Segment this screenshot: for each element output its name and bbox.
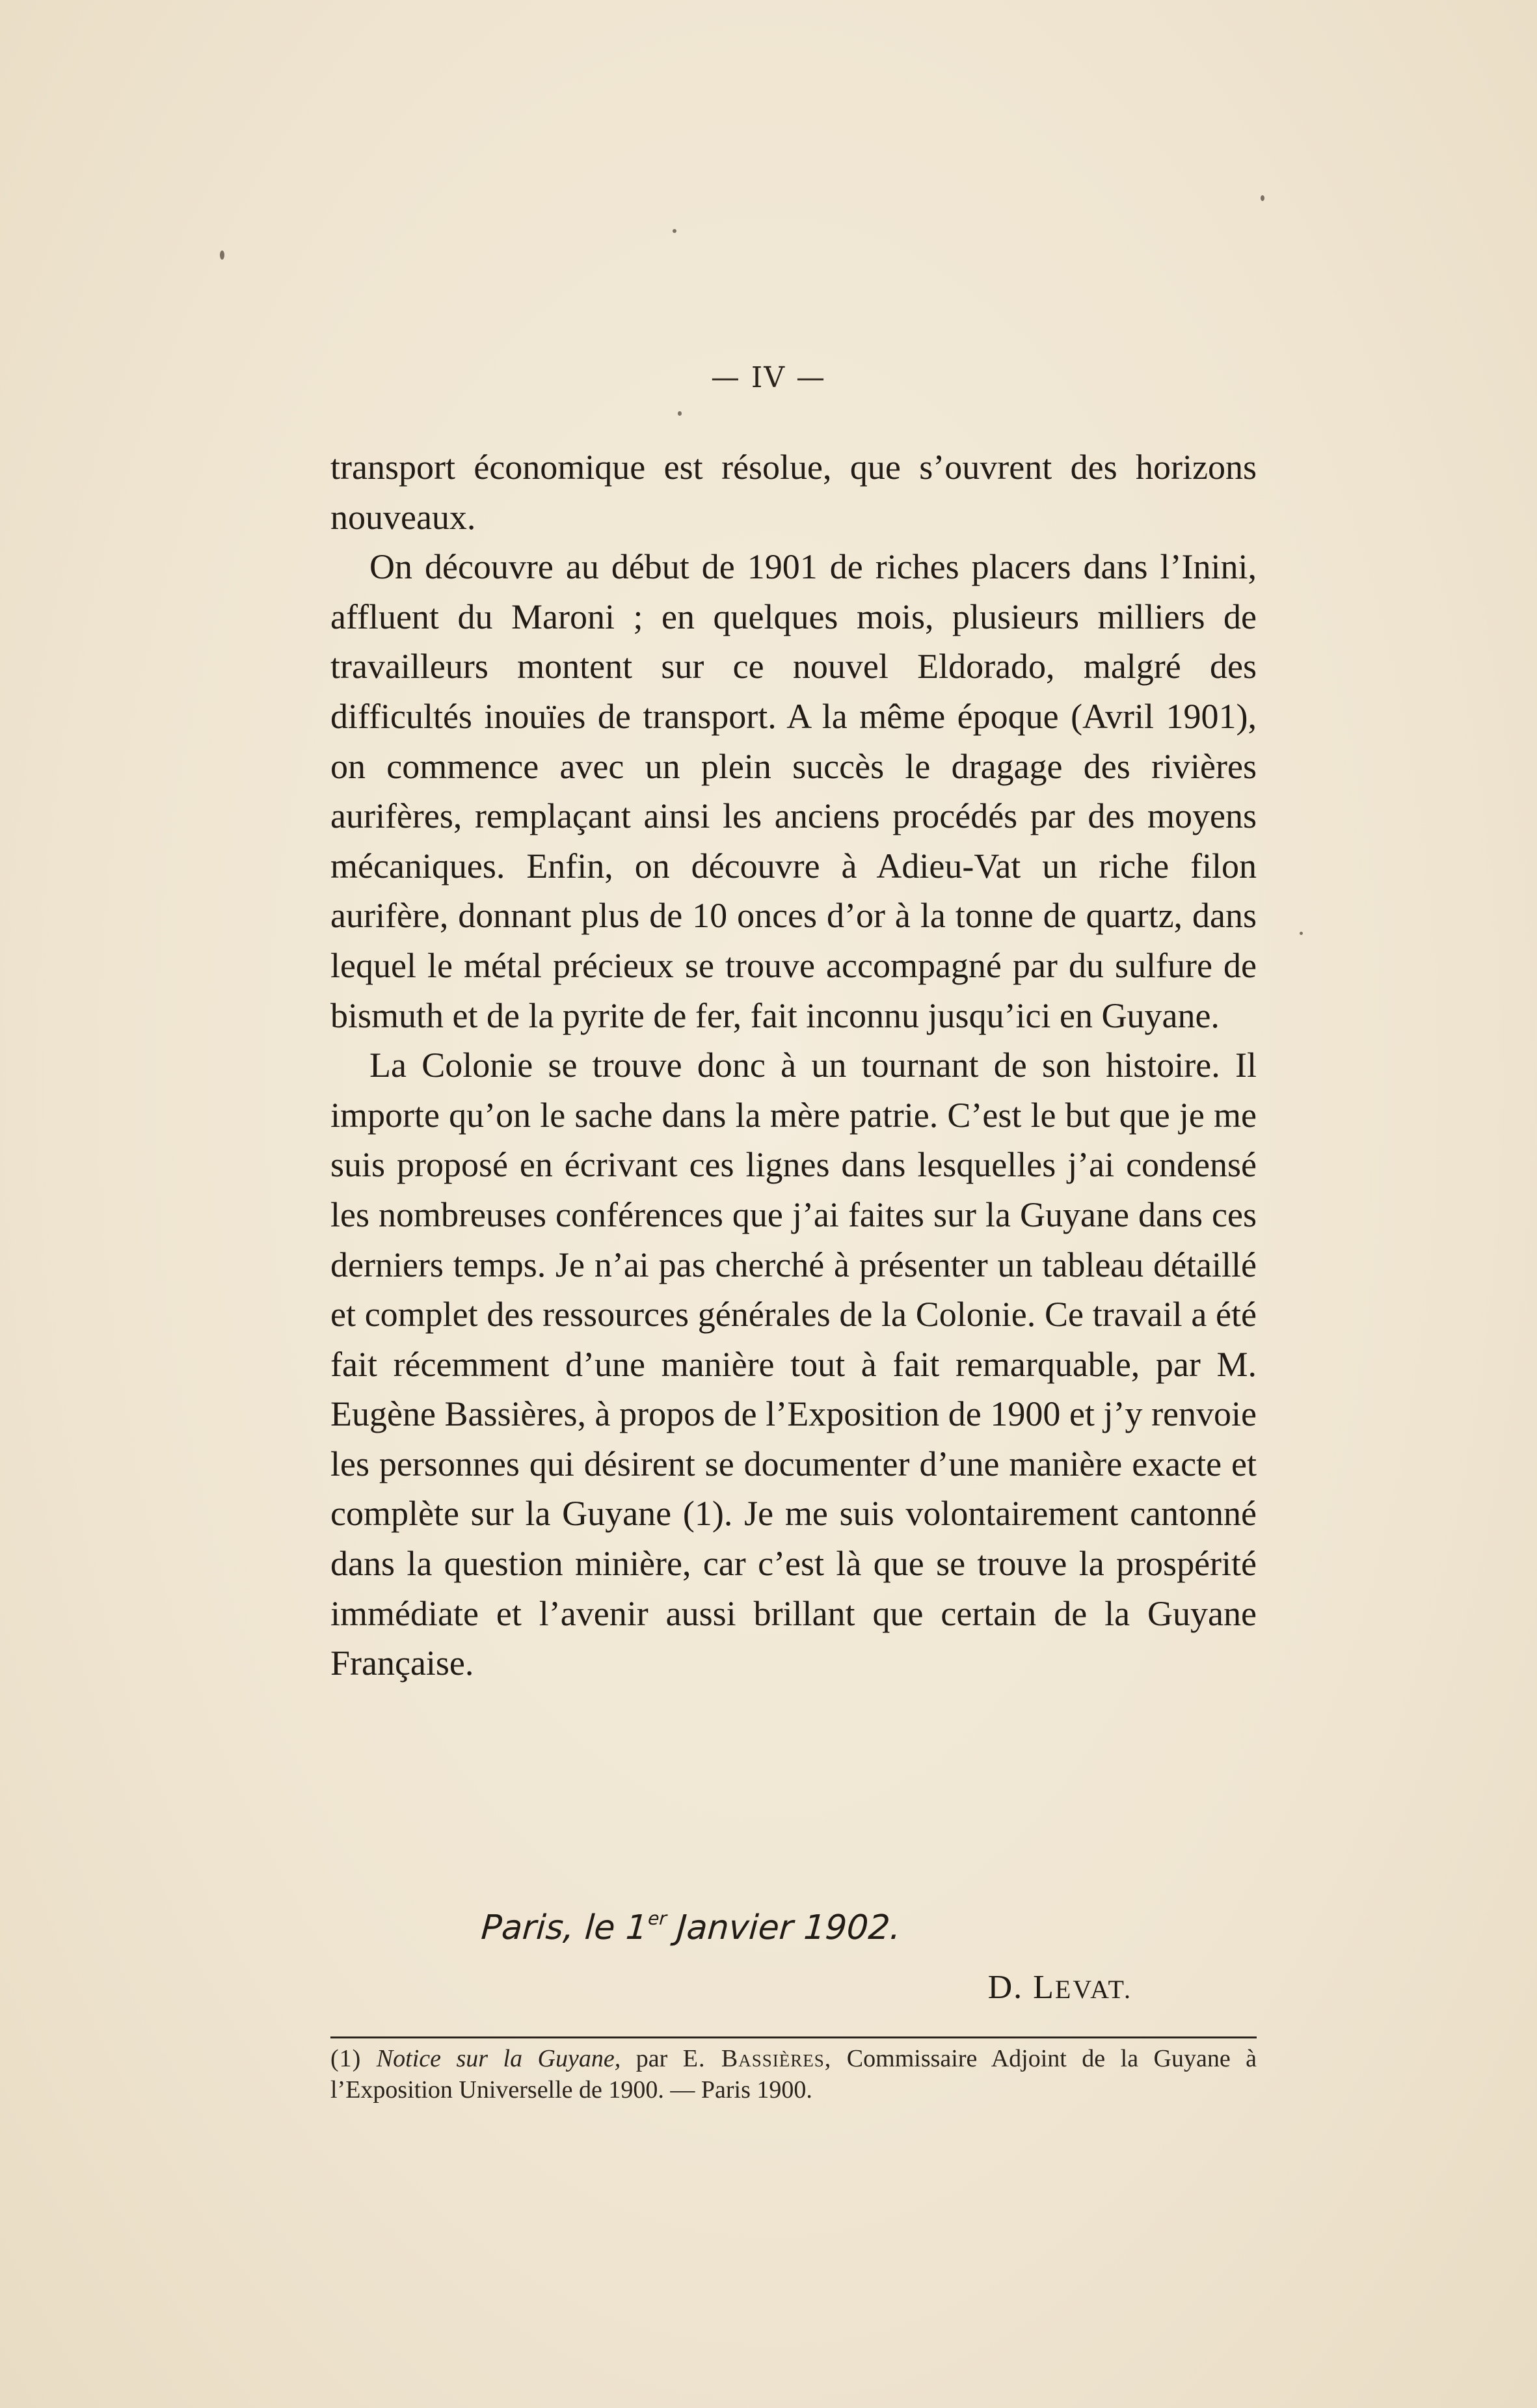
signature-surname: EVAT. bbox=[1054, 1975, 1132, 2004]
paper-speck bbox=[673, 229, 676, 233]
dateline bbox=[480, 1908, 902, 1947]
body-text bbox=[330, 442, 1257, 1688]
dateline-le: le 1 bbox=[583, 1908, 649, 1947]
dateline-ordinal: er bbox=[647, 1908, 668, 1929]
paper-speck bbox=[1261, 195, 1264, 201]
signature bbox=[988, 1968, 1132, 2007]
footnote-author: E. Bassières, bbox=[682, 2045, 832, 2072]
dateline-place: Paris, bbox=[479, 1908, 576, 1947]
footnote-divider bbox=[330, 2036, 1257, 2038]
paper-speck bbox=[678, 411, 682, 416]
paper-speck bbox=[1300, 932, 1303, 935]
dateline-date: Janvier 1902. bbox=[675, 1908, 902, 1947]
paragraph-1: transport économique est résolue, que s’ouvrent des horizons nouveaux. bbox=[330, 448, 1257, 537]
footnote bbox=[330, 2043, 1257, 2105]
footnote-rest: Commissaire Adjoint de la Guyane à l’Exposition Universelle de 1900. — Paris 1900. bbox=[330, 2045, 1257, 2104]
footnote-number: (1) bbox=[330, 2045, 362, 2072]
footnote-title: Notice sur la Guyane, bbox=[376, 2045, 621, 2072]
signature-initial: D. L bbox=[987, 1969, 1055, 2006]
paragraph-3: La Colonie se trouve donc à un tournant de son histoire. Il importe qu’on le sache dans la mère patrie. C’est le but que je me suis proposé en écrivant ces lignes dans lesquelles j’ai condensé les nombreuses conférences que j’ai faites sur la Guyane dans ces derniers temps. Je n’ai pas cherché à présenter un tableau détaillé et complet des ressources générales de la Colonie. Ce travail a été fait récemment d’une manière tout à fait remarquable, par M. Eugène Bassières, à propos de l’Exposition de 1900 et j’y renvoie les personnes qui désirent se documenter d’une manière exacte et complète sur la Guyane (1). Je me suis volontairement cantonné dans la question minière, car c’est là que se trouve la prospérité immédiate et l’avenir aussi brillant que certain de la Guyane Française. bbox=[330, 1046, 1257, 1683]
page-number-header: — IV — bbox=[710, 361, 827, 394]
paragraph-2: On découvre au début de 1901 de riches placers dans l’Inini, affluent du Maroni ; en quelques mois, plusieurs milliers de travailleurs montent sur ce nouvel Eldorado, malgré des difficultés inouïes de transport. A la même époque (Avril 1901), on commence avec un plein succès le dragage des rivières aurifères, remplaçant ainsi les anciens procédés par des moyens mécaniques. Enfin, on découvre à Adieu-Vat un riche filon aurifère, donnant plus de 10 onces d’or à la tonne de quartz, dans lequel le métal précieux se trouve accompagné par du sulfure de bismuth et de la pyrite de fer, fait inconnu jusqu’ici en Guyane. bbox=[330, 547, 1257, 1035]
footnote-by: par bbox=[635, 2045, 668, 2072]
paper-speck bbox=[220, 250, 224, 260]
